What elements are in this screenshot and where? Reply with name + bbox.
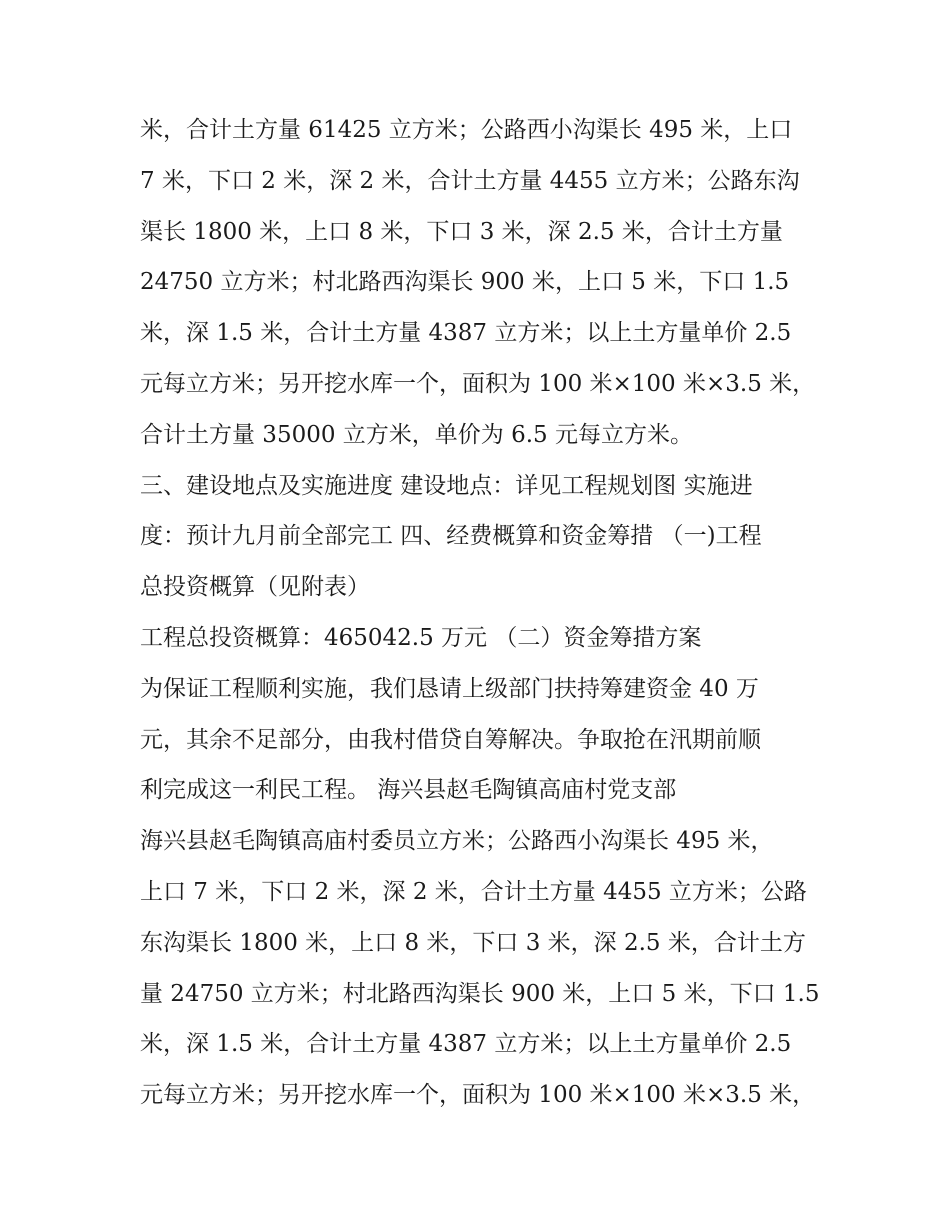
text-line: 东沟渠长 1800 米，上口 8 米，下口 3 米，深 2.5 米，合计土方 bbox=[140, 929, 806, 956]
text-line: 24750 立方米；村北路西沟渠长 900 米，上口 5 米，下口 1.5 bbox=[140, 269, 790, 296]
text-line: 工程总投资概算：465042.5 万元 （二）资金筹措方案 bbox=[140, 624, 702, 651]
text-line: 元每立方米；另开挖水库一个，面积为 100 米×100 米×3.5 米， bbox=[140, 370, 816, 397]
text-line: 度：预计九月前全部完工 四、经费概算和资金筹措 （一)工程 bbox=[140, 523, 762, 550]
text-line: 元，其余不足部分，由我村借贷自筹解决。争取抢在汛期前顺 bbox=[140, 726, 761, 753]
text-line: 为保证工程顺利实施，我们恳请上级部门扶持筹建资金 40 万 bbox=[140, 675, 759, 702]
text-line: 米，合计土方量 61425 立方米；公路西小沟渠长 495 米，上口 bbox=[140, 117, 793, 143]
text-line: 元每立方米；另开挖水库一个，面积为 100 米×100 米×3.5 米， bbox=[140, 1082, 816, 1109]
section-heading-line: 三、建设地点及实施进度 建设地点：详见工程规划图 实施进 bbox=[140, 472, 753, 499]
text-line: 渠长 1800 米，上口 8 米，下口 3 米，深 2.5 米，合计土方量 bbox=[140, 218, 783, 245]
text-line: 米，深 1.5 米，合计土方量 4387 立方米；以上土方量单价 2.5 bbox=[140, 1031, 792, 1058]
body-text bbox=[140, 105, 820, 1121]
text-line: 米，深 1.5 米，合计土方量 4387 立方米；以上土方量单价 2.5 bbox=[140, 320, 792, 347]
signature-line: 利完成这一利民工程。 海兴县赵毛陶镇高庙村党支部 bbox=[140, 777, 677, 804]
text-line: 总投资概算（见附表） bbox=[140, 574, 370, 601]
text-line: 合计土方量 35000 立方米，单价为 6.5 元每立方米。 bbox=[140, 421, 693, 448]
text-line: 海兴县赵毛陶镇高庙村委员立方米；公路西小沟渠长 495 米， bbox=[140, 828, 774, 855]
text-line: 上口 7 米，下口 2 米，深 2 米，合计土方量 4455 立方米；公路 bbox=[140, 878, 807, 905]
text-line: 7 米，下口 2 米，深 2 米，合计土方量 4455 立方米；公路东沟 bbox=[140, 167, 800, 194]
text-line: 量 24750 立方米；村北路西沟渠长 900 米，上口 5 米，下口 1.5 bbox=[140, 980, 820, 1007]
